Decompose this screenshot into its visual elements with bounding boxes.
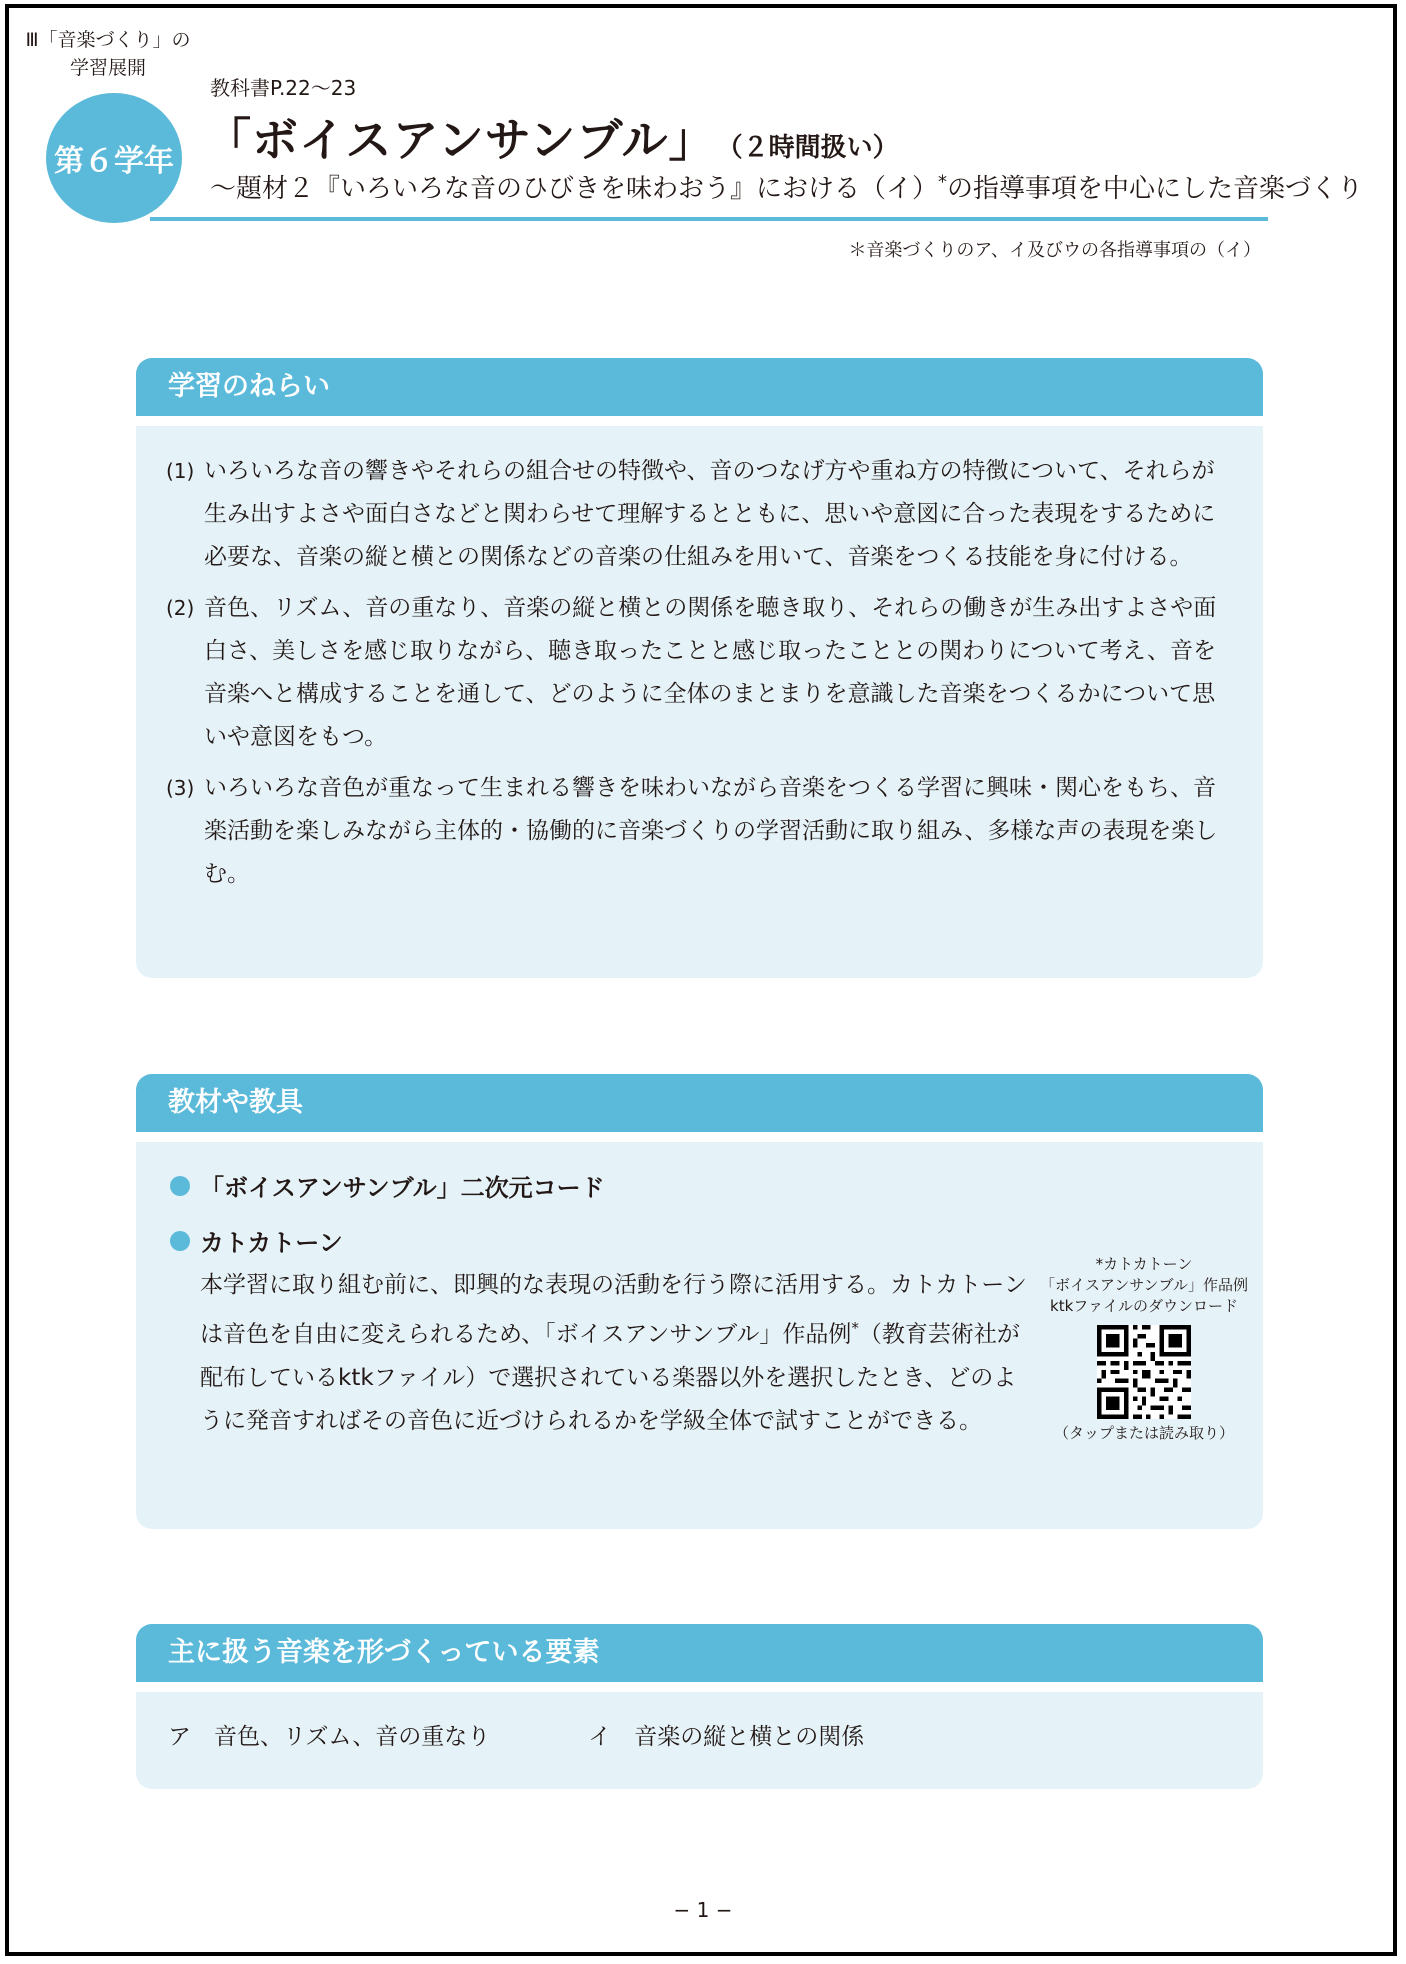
footnote-mark: * [851,1319,859,1337]
list-item [166,450,1229,579]
item-text: いろいろな音色が重なって生まれる響きを味わいながら音楽をつくる学習に興味・関心をもち、音楽活動を楽しみながら主体的・協働的に音楽づくりの学習活動に取り組み、多様な声の表現を楽しむ。 [204,775,1218,887]
aims-list [136,426,1263,896]
bullet-icon [170,1176,190,1196]
title-row [205,104,899,170]
qr-code-icon[interactable] [1097,1325,1191,1419]
material-item-label: 「ボイスアンサンブル」二次元コード [200,1174,605,1202]
material-item-label: カトカトーン [200,1229,343,1257]
aims-heading: 学習のねらい [136,358,1263,426]
subtitle-text-2: の指導事項を中心にした音楽づくり [947,174,1364,204]
chapter-label [18,26,198,82]
list-item [166,587,1229,759]
materials-heading: 教材や教具 [136,1074,1263,1142]
item-text: いろいろな音の響きやそれらの組合せの特徴や、音のつなげ方や重ね方の特徴について、それらが生み出すよさや面白さなどと関わらせて理解するとともに、思いや意図に合った表現をするために必要な、音楽の縦と横との関係などの音楽の仕組みを用いて、音楽をつくる技能を身に付ける。 [204,458,1216,570]
page-title: 「ボイスアンサンブル」 [205,113,716,167]
textbook-reference: 教科書P.22〜23 [210,76,357,100]
elements-row [168,1718,1263,1751]
qr-label-1: *カトカトーン [1095,1255,1193,1273]
header-footnote: ＊音楽づくりのア、イ及びウの各指導事項の（イ） [848,240,1261,261]
chapter-line-1: Ⅲ「音楽づくり」の [25,29,191,51]
material-description-2: （教育芸術社が配布しているktkファイル）で選択されている楽器以外を選択したとき、どのように発音すればその音色に近づけられるかを学級全体で試すことができる。 [200,1321,1020,1434]
elements-heading: 主に扱う音楽を形づくっている要素 [136,1624,1263,1692]
title-hours: （２時間扱い） [729,133,899,163]
grade-badge: 第６学年 [46,93,182,223]
item-text: 音色、リズム、音の重なり、音楽の縦と横との関係を聴き取り、それらの働きが生み出すよさや面白さ、美しさを感じ取りながら、聴き取ったことと感じ取ったこととの関わりについて考え、音を音楽へと構成することを通して、どのように全体のまとまりを意識した音楽をつくるかについて思いや意図をもつ。 [204,595,1217,750]
materials-section [136,1074,1263,1529]
item-number: (1) [166,459,195,483]
elements-section [136,1624,1263,1789]
subtitle [210,168,1363,205]
bullet-icon [170,1231,190,1251]
material-body [136,1255,1263,1444]
element-a: ア 音色、リズム、音の重なり [168,1724,491,1750]
aims-section [136,358,1263,978]
header-divider [150,217,1268,221]
qr-label-2: 「ボイスアンサンブル」作品例 [1040,1276,1248,1294]
subtitle-footnote-mark: * [938,171,948,193]
subtitle-text-1: 〜題材２『いろいろな音のひびきを味わおう』における（イ） [210,174,939,204]
qr-caption: （タップまたは読み取り） [1053,1424,1234,1442]
element-b: イ 音楽の縦と横との関係 [588,1724,865,1750]
material-item-katokatone [170,1223,1263,1258]
item-number: (2) [166,596,195,620]
item-number: (3) [166,776,195,800]
list-item [166,767,1229,896]
qr-panel [1034,1254,1254,1444]
page-number: − 1 − [673,1898,733,1922]
material-item-qr [170,1168,1263,1203]
qr-label-3: ktkファイルのダウンロード [1050,1297,1238,1315]
chapter-line-2: 学習展開 [69,57,146,79]
material-description [200,1264,1030,1444]
material-description-1: 本学習に取り組む前に、即興的な表現の活動を行う際に活用する。カトカトーンは音色を自由に変えられるため、「ボイスアンサンブル」作品例 [200,1272,1027,1348]
